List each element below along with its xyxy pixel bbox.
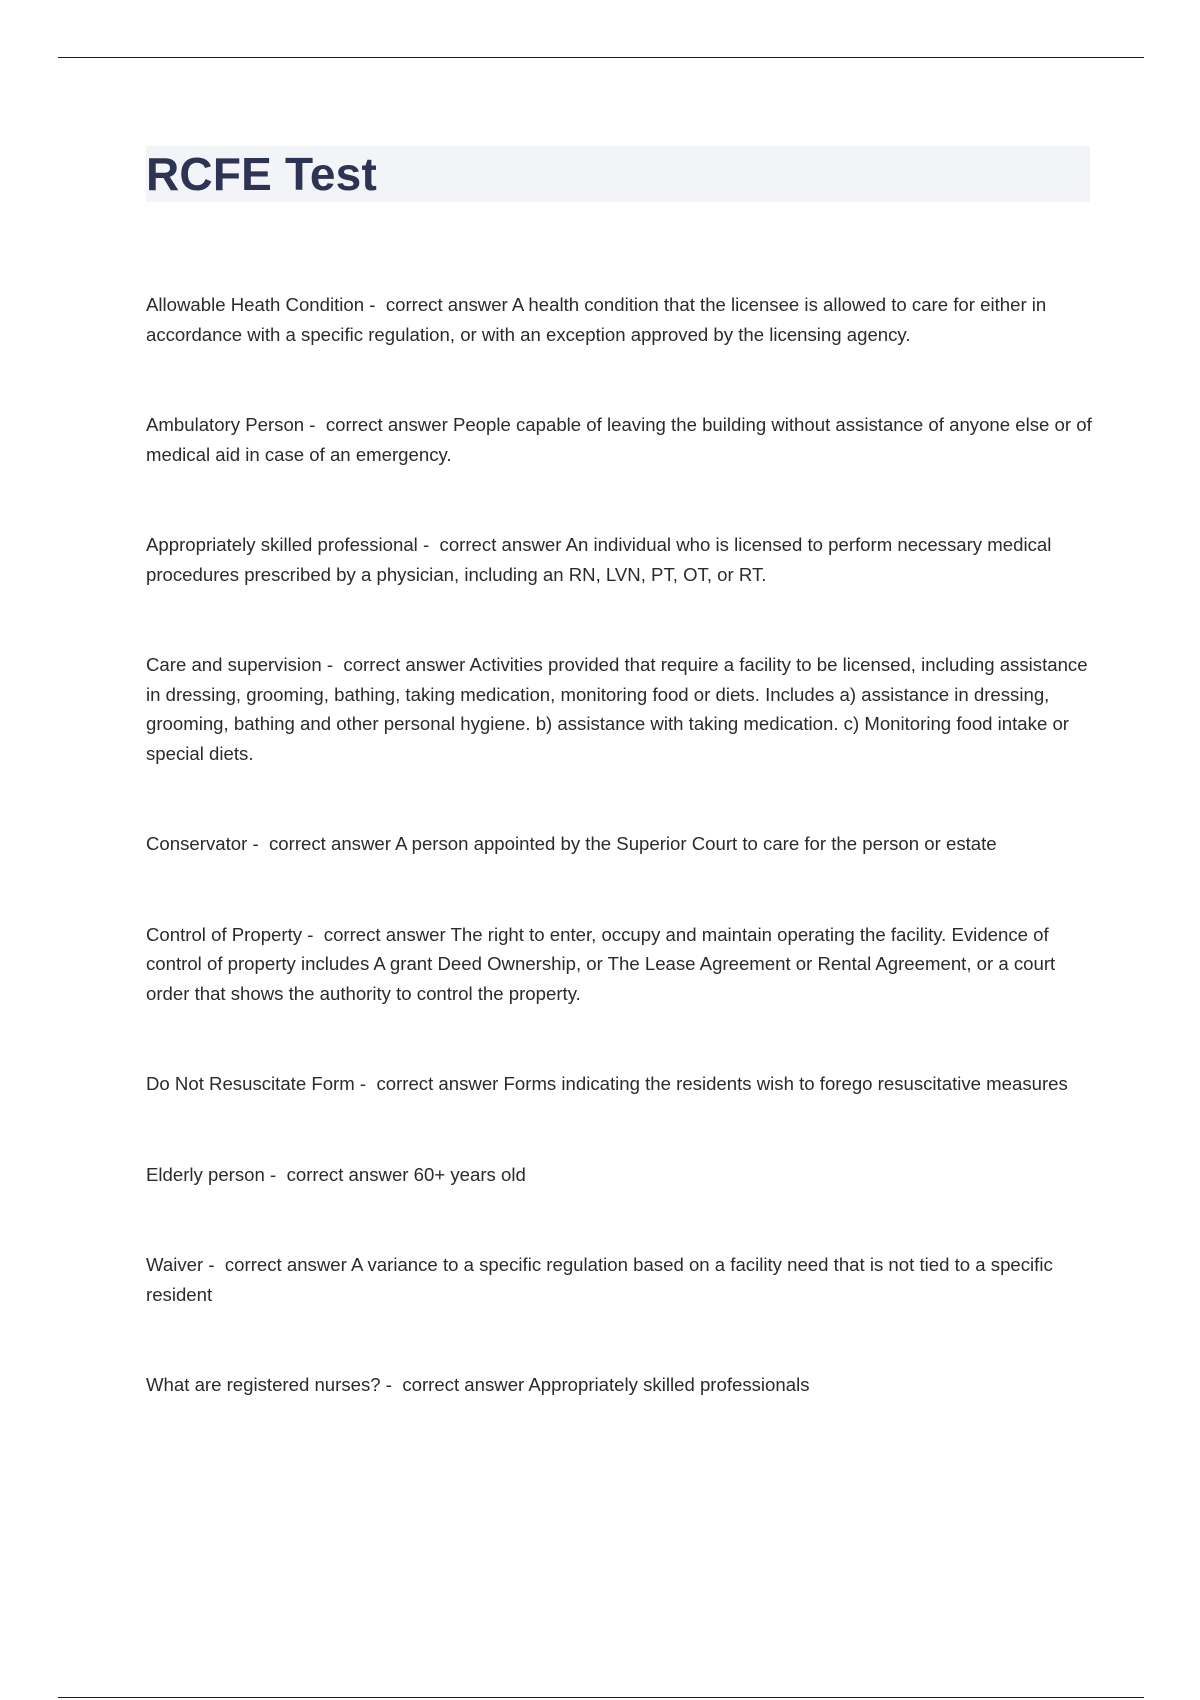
entry-separator: - bbox=[247, 833, 269, 854]
entry-list bbox=[146, 290, 1096, 1461]
entry-do-not-resuscitate-form bbox=[146, 1069, 1096, 1099]
entry-answer-label: correct answer bbox=[376, 1073, 499, 1094]
entry-separator: - bbox=[321, 654, 344, 675]
entry-term: Control of Property bbox=[146, 923, 303, 945]
entry-answer-label: correct answer bbox=[439, 534, 562, 555]
entry-separator: - bbox=[264, 1163, 287, 1185]
entry-registered-nurses bbox=[146, 1370, 1096, 1400]
entry-definition: 60+ years old bbox=[413, 1163, 526, 1185]
entry-answer-label: correct answer bbox=[385, 294, 508, 315]
entry-conservator bbox=[146, 829, 1096, 859]
entry-separator: - bbox=[304, 414, 326, 435]
entry-control-of-property bbox=[146, 920, 1096, 1009]
entry-allowable-health-condition bbox=[146, 290, 1096, 349]
entry-term: Elderly person bbox=[146, 1163, 265, 1185]
entry-term: Do Not Resuscitate Form bbox=[146, 1073, 355, 1094]
entry-separator: - bbox=[302, 923, 324, 945]
entry-answer-label: correct answer bbox=[286, 1163, 409, 1185]
entry-waiver bbox=[146, 1250, 1096, 1309]
entry-term: Allowable Heath Condition bbox=[146, 294, 365, 315]
entry-appropriately-skilled-professional bbox=[146, 530, 1096, 589]
entry-elderly-person bbox=[146, 1160, 1096, 1190]
entry-separator: - bbox=[203, 1254, 225, 1275]
entry-definition: A health condition that the licensee is allowed to care for either in accordance with a specific regulation, or with an exception approved by the licensing agency. bbox=[146, 294, 1047, 345]
entry-answer-label: correct answer bbox=[402, 1374, 525, 1395]
entry-definition: Appropriately skilled professionals bbox=[528, 1374, 810, 1395]
entry-care-and-supervision bbox=[146, 650, 1096, 768]
entry-definition: Activities provided that require a facility to be licensed, including assistance in dressing, grooming, bathing, taking medication, monitoring food or diets. Includes a) assistance in dressing, grooming, bathing and other personal hygiene. b) assistance with taking medication. c) Monitoring food intake or special diets. bbox=[146, 654, 1088, 764]
entry-term: Care and supervision bbox=[146, 654, 322, 675]
entry-ambulatory-person bbox=[146, 410, 1096, 469]
entry-term: Ambulatory Person bbox=[146, 414, 305, 435]
entry-term: Conservator bbox=[146, 833, 248, 854]
bottom-rule bbox=[58, 1697, 1144, 1698]
entry-definition: An individual who is licensed to perform necessary medical procedures prescribed by a physician, including an RN, LVN, PT, OT, or RT. bbox=[146, 534, 1052, 585]
entry-separator: - bbox=[364, 294, 386, 315]
entry-answer-label: correct answer bbox=[343, 654, 466, 675]
entry-definition: A variance to a specific regulation based on a facility need that is not tied to a specific resident bbox=[146, 1254, 1053, 1305]
entry-definition: The right to enter, occupy and maintain operating the facility. Evidence of control of property includes A grant Deed Ownership, or The Lease Agreement or Rental Agreement, or a court order that shows the authority to control the property. bbox=[146, 923, 1056, 1004]
entry-answer-label: correct answer bbox=[268, 833, 391, 854]
entry-separator: - bbox=[380, 1374, 403, 1395]
entry-definition: People capable of leaving the building without assistance of anyone else or of medical aid in case of an emergency. bbox=[146, 414, 1092, 465]
entry-answer-label: correct answer bbox=[323, 923, 446, 945]
entry-answer-label: correct answer bbox=[325, 414, 448, 435]
entry-term: Waiver bbox=[146, 1254, 204, 1275]
entry-answer-label: correct answer bbox=[224, 1254, 347, 1275]
page-title: RCFE Test bbox=[146, 148, 377, 200]
entry-term: Appropriately skilled professional bbox=[146, 534, 418, 555]
entry-term: What are registered nurses? bbox=[146, 1374, 381, 1395]
entry-separator: - bbox=[354, 1073, 377, 1094]
entry-definition: Forms indicating the residents wish to forego resuscitative measures bbox=[503, 1073, 1068, 1094]
entry-separator: - bbox=[417, 534, 440, 555]
entry-definition: A person appointed by the Superior Court to care for the person or estate bbox=[395, 833, 997, 854]
top-rule bbox=[58, 57, 1144, 58]
